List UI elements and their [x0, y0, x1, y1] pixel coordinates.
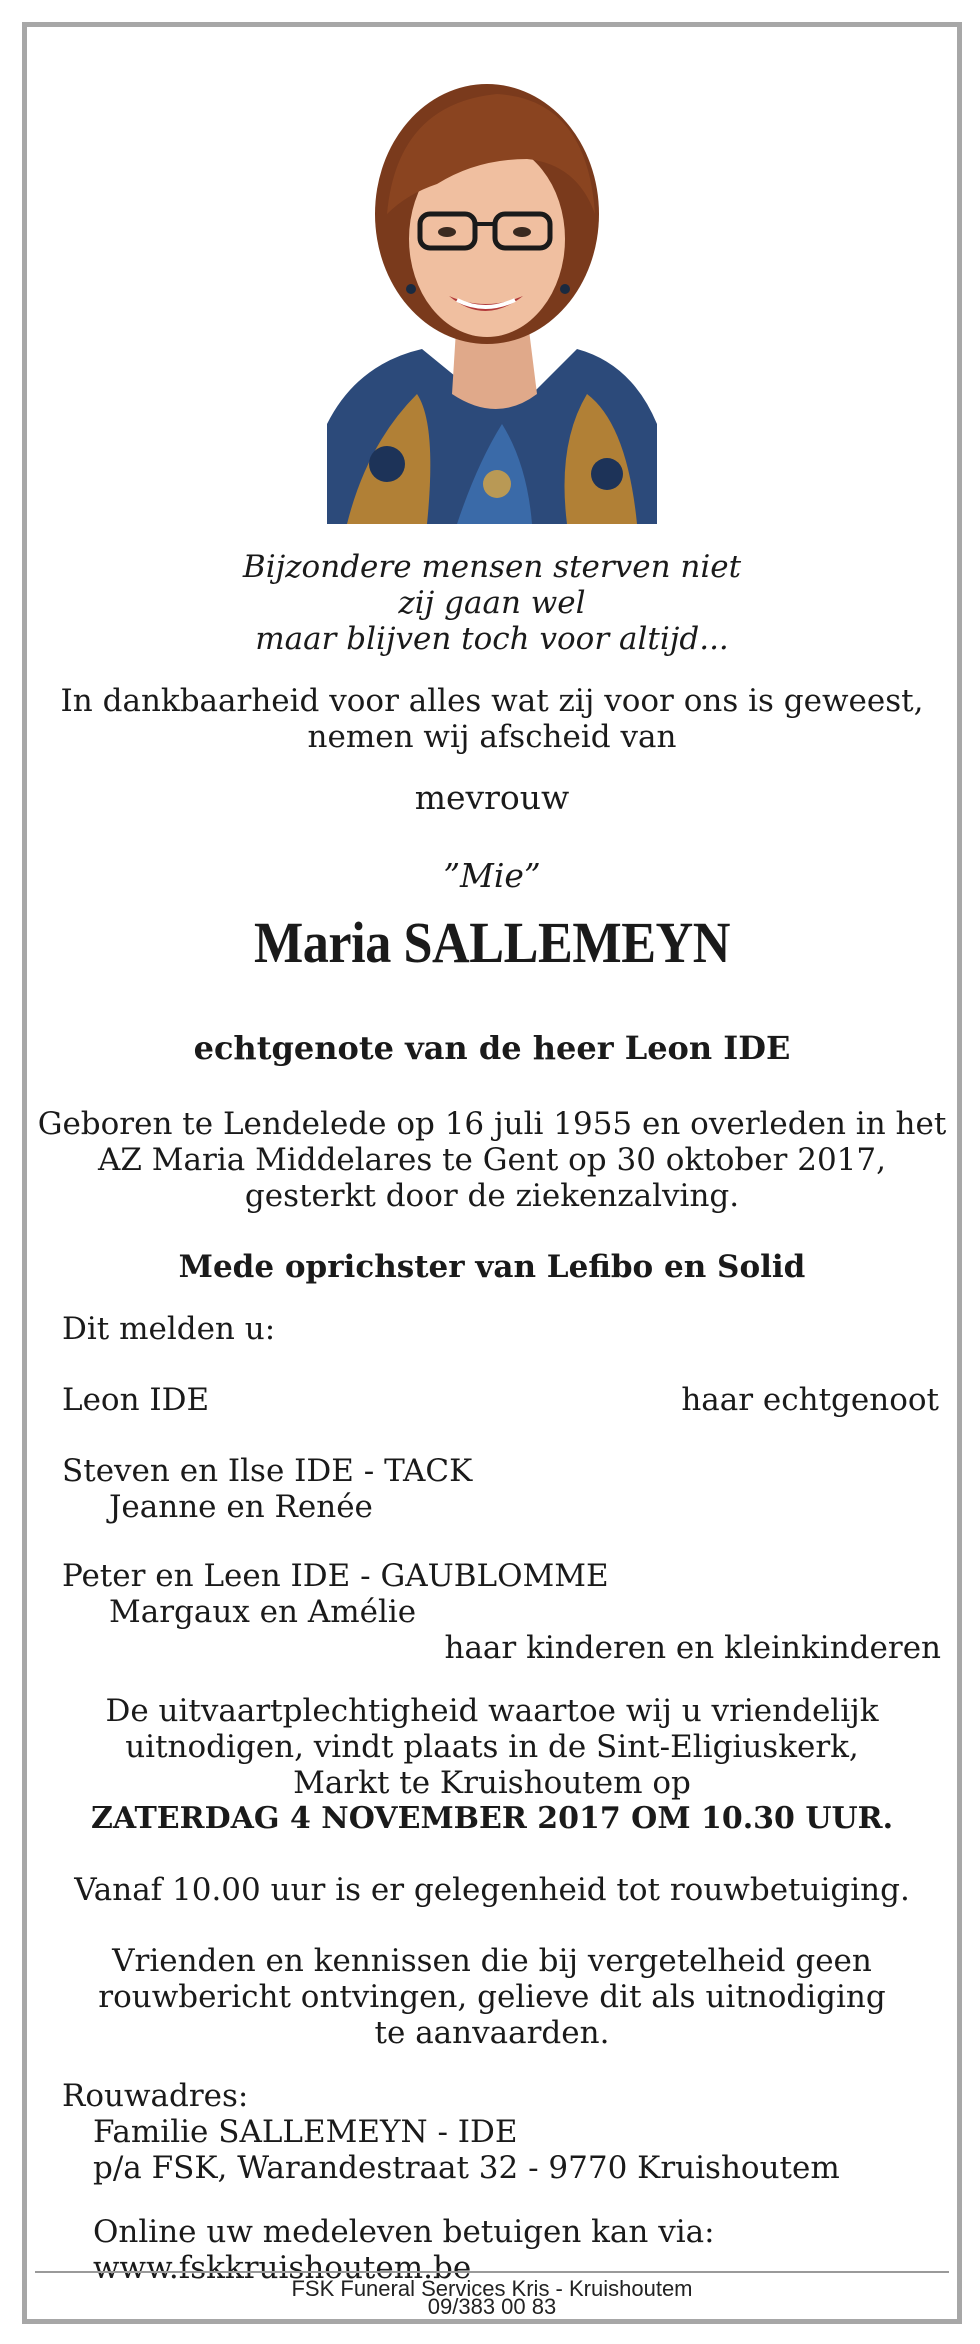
children-role: haar kinderen en kleinkinderen — [444, 1630, 941, 1666]
intro-line-2: nemen wij afscheid van — [307, 719, 677, 755]
obituary-card — [22, 22, 962, 2324]
address-heading: Rouwadres: — [62, 2078, 249, 2114]
obituary-content — [27, 27, 957, 2319]
intro-line-1: In dankbaarheid voor alles wat zij voor ons is geweest, — [60, 683, 924, 719]
friends-line-1: Vrienden en kennissen die bij vergetelheid geen — [112, 1943, 872, 1979]
online-url[interactable]: www.fskkruishoutem.be — [93, 2250, 472, 2286]
family-1: Steven en Ilse IDE - TACK — [62, 1453, 473, 1489]
birth-line-2: AZ Maria Middelares te Gent op 30 oktober 2017, — [98, 1142, 886, 1178]
deceased-name: Maria SALLEMEYN — [253, 910, 731, 975]
deceased-title: mevrouw — [414, 778, 570, 817]
online-line: Online uw medeleven betuigen kan via: — [93, 2214, 715, 2250]
announcers-heading: Dit melden u: — [62, 1311, 276, 1347]
address-line-1: Familie SALLEMEYN - IDE — [93, 2114, 518, 2150]
ceremony-line-3: Markt te Kruishoutem op — [293, 1765, 691, 1801]
birth-line-1: Geboren te Lendelede op 16 juli 1955 en overleden in het — [37, 1106, 947, 1142]
poem-line-3: maar blijven toch voor altijd... — [255, 621, 729, 657]
family-2: Peter en Leen IDE - GAUBLOMME — [62, 1558, 609, 1594]
family-2-children: Margaux en Amélie — [109, 1594, 417, 1630]
poem-line-1: Bijzondere mensen sterven niet — [242, 549, 742, 585]
friends-line-3: te aanvaarden. — [374, 2015, 610, 2051]
footer-company: FSK Funeral Services Kris - Kruishoutem — [291, 2276, 693, 2301]
ceremony-line-1: De uitvaartplechtigheid waartoe wij u vriendelijk — [105, 1693, 879, 1729]
portrait-illustration — [327, 64, 657, 524]
friends-line-2: rouwbericht ontvingen, gelieve dit als uitnodiging — [98, 1979, 886, 2015]
spouse-line: echtgenote van de heer Leon IDE — [193, 1029, 791, 1067]
ceremony-line-2: uitnodigen, vindt plaats in de Sint-Eligiuskerk, — [125, 1729, 859, 1765]
footer-phone: 09/383 00 83 — [427, 2294, 557, 2319]
address-line-2: p/a FSK, Warandestraat 32 - 9770 Kruishoutem — [93, 2150, 840, 2186]
spouse-role: haar echtgenoot — [681, 1382, 939, 1418]
spouse-name: Leon IDE — [62, 1382, 210, 1418]
poem-line-2: zij gaan wel — [398, 585, 586, 621]
ceremony-date: ZATERDAG 4 NOVEMBER 2017 OM 10.30 UUR. — [90, 1801, 894, 1836]
cofounder-line: Mede oprichster van Lefibo en Solid — [178, 1249, 806, 1285]
deceased-nickname: ”Mie” — [443, 856, 541, 895]
condolence-line: Vanaf 10.00 uur is er gelegenheid tot rouwbetuiging. — [74, 1872, 910, 1908]
footer-divider — [35, 2271, 949, 2273]
portrait-photo — [327, 64, 657, 524]
birth-line-3: gesterkt door de ziekenzalving. — [244, 1178, 740, 1214]
family-1-children: Jeanne en Renée — [109, 1489, 373, 1525]
